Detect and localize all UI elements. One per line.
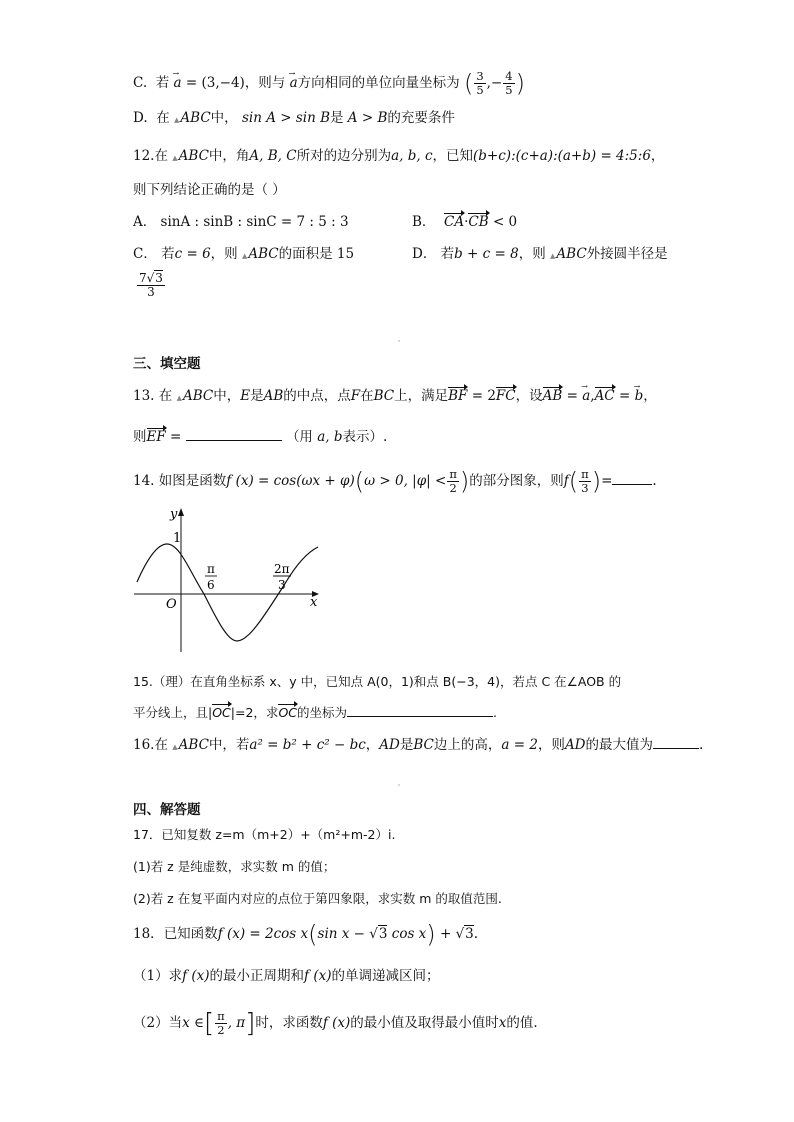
y-axis-label: y	[170, 507, 178, 522]
q13-stem: 13. 在 ▲ABC中，E是AB的中点，点F在BC上，满足BF = 2FC，设AB = → a,AC = → b，	[133, 386, 657, 408]
q11-option-c: C. 若 → a = (3,−4)，则与 → a方向相同的单位向量坐标为 ( $\frac{3}{5}$ ,− $\frac{4}{5}$ )	[133, 70, 525, 97]
answer-blank[interactable]	[653, 734, 699, 749]
tick2-numerator: 2π	[274, 562, 290, 576]
q14-stem: 14. 如图是函数f (x) = cos(ωx + φ)(ω > 0, |φ| < $\frac{\pi}{2}$ )的部分图象，则f( $\frac{\pi}{3}$ )= .	[133, 467, 657, 496]
origin-label: O	[166, 597, 177, 612]
q13-answer-line: 则EF = （用 a, b表示）.	[133, 426, 387, 447]
triangle-icon: ▲	[174, 116, 180, 124]
q18-part1: （1）求f (x)的最小正周期和f (x)的单调递减区间；	[133, 968, 440, 984]
q15-stem-line2: 平分线上，且|OC|=2，求OC的坐标为 .	[133, 702, 497, 723]
triangle-icon: ▲	[176, 394, 182, 402]
q17-part2: (2)若 z 在复平面内对应的点位于第四象限，求实数 m 的取值范围.	[133, 891, 502, 906]
answer-blank[interactable]	[347, 702, 493, 717]
triangle-icon: ▲	[172, 154, 178, 162]
answer-blank[interactable]	[612, 470, 652, 485]
q12-option-b: B． CA·CB < 0	[412, 214, 518, 230]
triangle-icon: ▲	[172, 743, 178, 751]
y-axis-arrow	[178, 508, 184, 516]
max-label: 1	[173, 531, 182, 546]
tick1-denominator: 6	[207, 578, 215, 592]
q17-stem: 17．已知复数 z=m（m+2）+（m²+m-2）i.	[133, 827, 396, 842]
tick2-denominator: 3	[278, 578, 286, 592]
x-axis-label: x	[310, 595, 318, 610]
page-dot	[398, 784, 400, 786]
q11-option-d: D. 在 ▲ABC中， sin A > sin B是 A > B的充要条件	[133, 110, 455, 126]
answer-blank[interactable]	[186, 426, 282, 441]
triangle-icon: ▲	[241, 252, 248, 260]
tick1-numerator: π	[207, 562, 215, 576]
section-fill-in: 三、填空题	[133, 356, 201, 372]
q12-option-d-answer: $\frac{7√3}{3}$	[139, 271, 163, 299]
cosine-graph	[128, 502, 328, 658]
q12-option-c: C． 若c = 6，则 ▲ABC的面积是 15	[133, 246, 355, 262]
q15-stem: 15.（理）在直角坐标系 x、y 中，已知点 A(0，1)和点 B(−3，4)，若点 C 在∠AOB 的	[133, 674, 622, 689]
q12-stem-line2: 则下列结论正确的是（ ）	[133, 182, 286, 198]
q16-stem: 16.在 ▲ABC中，若a² = b² + c² − bc，AD是BC边上的高，a = 2，则AD的最大值为 .	[133, 734, 703, 757]
q18-stem: 18．已知函数f (x) = 2cos x(sin x − √3 cos x) + √3.	[133, 920, 479, 949]
page-dot	[398, 340, 400, 342]
q12-stem: 12.在 ▲ABC中，角A, B, C所对的边分别为a, b, c，已知(b+c):(c+a):(a+b) = 4:5:6，	[133, 148, 665, 164]
q12-option-d: D． 若b + c = 8，则 ▲ABC外接圆半径是	[412, 246, 668, 262]
q12-option-a: A． sinA : sinB : sinC = 7 : 5 : 3	[133, 214, 349, 230]
cosine-curve	[137, 544, 318, 641]
q18-part2: （2）当x ∈[ $\frac{\pi}{2}$ , π]时，求函数f (x)的最小值及取得最小值时x的值.	[133, 1008, 538, 1039]
q17-part1: (1)若 z 是纯虚数，求实数 m 的值；	[133, 859, 336, 874]
triangle-icon: ▲	[550, 252, 556, 260]
section-solutions: 四、解答题	[133, 802, 201, 818]
